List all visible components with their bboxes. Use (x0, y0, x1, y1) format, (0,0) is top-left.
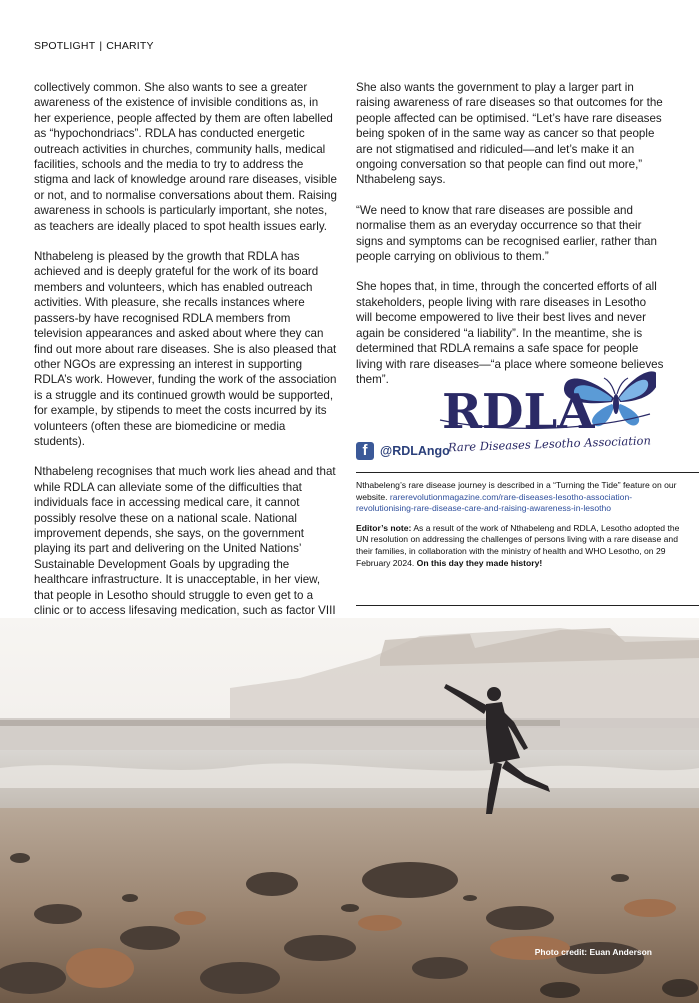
left-column (34, 80, 338, 649)
paragraph: Nthabeleng recognises that much work lies ahead and that while RDLA can alleviate some of the difficulties that individuals face in accessing medical care, it cannot possibly resolve these on a national scale. National improvement depends, she says, on the government playing its part and delivering on the United Nations’ Sustainable Development Goals by upgrading the healthcare infrastructure. It is unacceptable, in her view, that people in Lesotho should struggle to even get to a clinic or to access lifesaving medication, such as factor VIII (34, 465, 336, 617)
editors-note-text: As a result of the work of Nthabeleng and RDLA, Lesotho adopted the UN resolution on addressing the challenges of persons living with a rare disease and their families, in collaboration with the ministry of health and WHO Lesotho, on 29 February 2024. (356, 522, 680, 568)
section-header (34, 40, 154, 52)
paragraph: She hopes that, in time, through the concerted efforts of all stakeholders, people living with rare diseases in Lesotho will become empowered to live their best lives and never again be considered “a liability”. In the meantime, she is determined that RDLA remains a safe space for people living with rare diseases—“a place where someone believes them”. (356, 280, 664, 386)
facebook-icon: f (356, 442, 374, 460)
editors-note-label: Editor’s note: (356, 522, 412, 533)
header-separator: | (99, 40, 103, 52)
facebook-link[interactable] (356, 442, 450, 460)
rdla-logo (436, 358, 656, 454)
info-intro-text: Nthabeleng’s rare disease journey is described in a “Turning the Tide” feature on our website. (356, 480, 677, 502)
info-intro (356, 480, 686, 515)
facebook-handle[interactable]: @RDLAngo (380, 444, 450, 458)
beach-photo (0, 618, 699, 1003)
article-link[interactable]: rarerevolutionmagazine.com/rare-diseases-lesotho-association-revolutionising-rare-disease-care-and-raising-awareness-in-lesotho (356, 491, 633, 514)
photo-credit: Photo credit: Euan Anderson (534, 947, 652, 957)
paragraph: She also wants the government to play a larger part in raising awareness of rare diseases so that outcomes for the people affected can be optimised. “Let’s have rare diseases being spoken of in the same way as cancer so that people are not stigmatised and ridiculed—and let’s make it an ongoing conversation so that people can find out more,” Nthabeleng says. (356, 81, 663, 187)
section-label: SPOTLIGHT (34, 40, 96, 52)
divider (356, 472, 699, 473)
paragraph: Nthabeleng is pleased by the growth that RDLA has achieved and is deeply grateful for the work of its board members and volunteers, which has enabled outreach activities. With pleasure, she recalls instances where passers-by have recognised RDLA members from television appearances and asked about where they can find out more about rare diseases. She is also pleased that other NGOs are expressing an interest in supporting RDLA’s work. However, funding the work of the association is a struggle and its continued growth would be supported, for example, by stipends to meet the costs incurred by its volunteers (often these are biomedicine or media students). (34, 250, 337, 448)
editors-note (356, 523, 686, 569)
info-box (356, 480, 686, 577)
logo-name: Rare Diseases Lesotho Association (447, 433, 652, 454)
category-label: CHARITY (106, 40, 154, 52)
editors-note-closing: On this day they made history! (416, 557, 543, 568)
divider (356, 605, 699, 606)
paragraph: collectively common. She also wants to see a greater awareness of the existence of invisible conditions as, in her experience, people affected by them are often labelled as “hypochondriacs”. RDLA has conducted energetic outreach activities in churches, community halls, medical facilities, schools and the media to try to address the stigma and lack of knowledge around rare diseases, visible or not, and to normalise conversations about them. Raising awareness in schools is particularly important, she notes, as teachers are ideally placed to spot health issues early. (34, 81, 337, 233)
right-column (356, 80, 664, 402)
logo-acronym: RDLA (442, 384, 595, 440)
paragraph: “We need to know that rare diseases are possible and normalise them as an everyday occurrence so that their signs and symptoms can be recognised earlier, rather than people carrying on oblivious to them.” (356, 203, 657, 264)
